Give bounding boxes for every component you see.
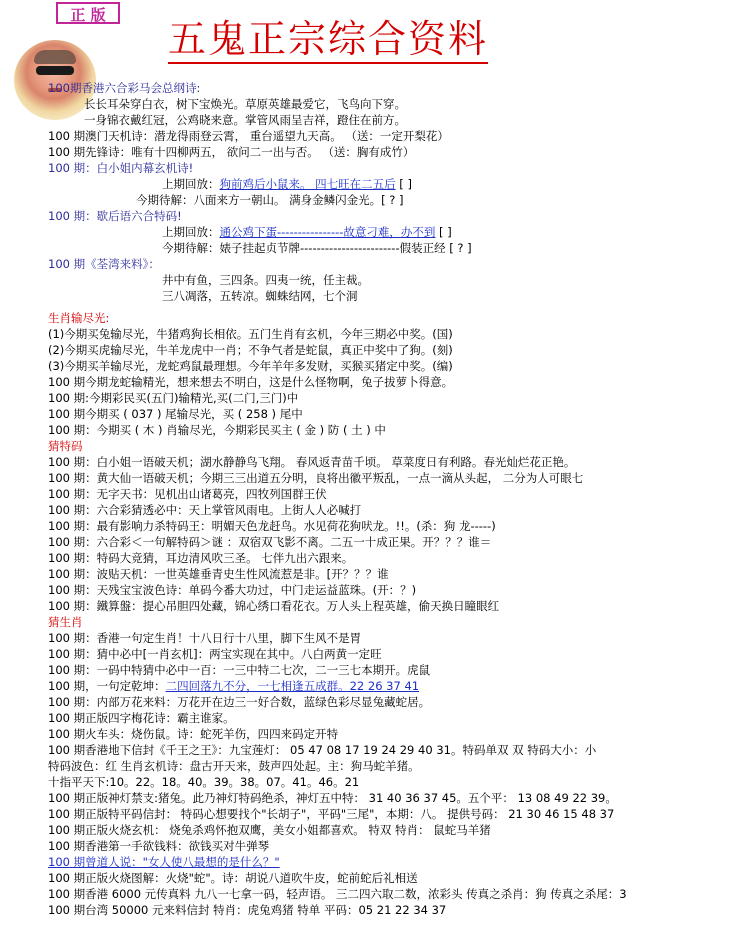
line-text: (3)今期买羊输尽光，龙蛇鸡鼠最理想。今年羊年多发财，买猴买猪定中奖。(编) — [48, 359, 453, 373]
line-text: 上期回放： — [162, 225, 220, 239]
text-line — [48, 390, 728, 406]
line-text: 100 期《荃湾来料》： — [48, 257, 160, 271]
line-text: 长长耳朵穿白衣，树下宝焕光。草原英雄最爱它，飞鸟向下穿。 — [84, 97, 406, 111]
line-text: 100 期：猜中必中[一肖玄机]：两宝实现在其中。八白两黄一定旺 — [48, 647, 382, 661]
text-line — [48, 646, 728, 662]
content-list — [48, 80, 728, 918]
line-text: 100 期：白小姐一语破天机；湖水静静鸟飞翔。 春风返青苗千顷。 草菜度日有利路。春光灿烂花正艳。 — [48, 455, 576, 469]
page-title: 五鬼正宗综合资料 — [168, 16, 488, 64]
line-text: 100 期今期买 ( 037 ) 尾输尽光，买 ( 258 ) 尾中 — [48, 407, 303, 421]
genuine-badge: 正 版 — [56, 2, 120, 24]
text-line — [48, 758, 728, 774]
line-text: (2)今期买虎输尽光，牛羊龙虎中一肖；不争气者是蛇鼠，真正中奖中了狗。(刻) — [48, 343, 453, 357]
line-text: 100 期香港 6000 元传真料 九八一七拿一码，轻声语。 三二四六取二数，浓彩头 传真之杀肖：狗 传真之杀尾：3 — [48, 887, 627, 901]
line-text: 特码波色：红 生肖玄机诗：盘古开天来，鼓声四处起。主：狗马蛇羊猪。 — [48, 759, 420, 773]
text-line — [48, 80, 728, 96]
line-text: 今期待解：婊子挂起贞节牌------------------------假装正经 [ ? ] — [162, 241, 472, 255]
line-text: 100 期：白小姐内幕玄机诗! — [48, 161, 194, 175]
line-text: 100 期正版火烧玄机： 烧兔杀鸡怀抱双鹰，美女小姐都喜欢。 特双 特肖： 鼠蛇马羊猪 — [48, 823, 491, 837]
text-line — [48, 422, 728, 438]
line-text: 100 期：黄大仙一语破天机；今期三三出道五分明，良将出徽平叛乱，一点一滴从头起， 二分为人可眼七 — [48, 471, 584, 485]
text-line — [48, 208, 728, 224]
line-link[interactable]: 狗前鸡后小鼠来。 四七旺在二五后 — [219, 177, 396, 191]
line-text: 100 期正版四字梅花诗：霸主谁家。 — [48, 711, 235, 725]
line-text: 一身锦衣戴红冠，公鸡晓来意。掌管风雨呈吉祥，蹬住在前方。 — [84, 113, 406, 127]
line-text: 100 期：今期买 ( 木 ) 肖输尽光，今期彩民买主 ( 金 ) 防 ( 土 ) 中 — [48, 423, 386, 437]
line-text: 100 期：波贴天机：一世英雄垂青史生性风流惹是非。[开？？？谁 — [48, 567, 389, 581]
text-line — [48, 176, 728, 192]
line-text: (1)今期买兔输尽光，牛猪鸡狗长相依。五门生肖有玄机，今年三期必中奖。(国) — [48, 327, 453, 341]
line-text: 三八凋落，五转凉。蜘蛛结网，七个洞 — [162, 289, 358, 303]
text-line — [48, 886, 728, 902]
text-line — [48, 96, 728, 112]
text-line — [48, 406, 728, 422]
text-line — [48, 774, 728, 790]
line-text: 100 期：无字天书：见机出山诸葛亮，四牧列国群王伏 — [48, 487, 327, 501]
text-line — [48, 128, 728, 144]
line-text: 100 期：天残宝宝波色诗：单码今番大功过，中门走运益蓝珠。(开：？) — [48, 583, 417, 597]
text-line — [48, 662, 728, 678]
text-line — [48, 566, 728, 582]
line-text: 100 期：六合彩猜透必中：天上掌管风雨电。上街人人必喊打 — [48, 503, 362, 517]
text-line — [48, 678, 728, 694]
line-text: 生肖输尽光: — [48, 311, 110, 325]
line-text: 100 期：香港一句定生肖！十八日行十八里，脚下生风不是胃 — [48, 631, 362, 645]
line-text: 100期香港六合彩马会总纲诗: — [48, 81, 201, 95]
text-line — [48, 224, 728, 240]
text-line — [48, 160, 728, 176]
text-line — [48, 256, 728, 272]
line-text: 猜生肖 — [48, 615, 83, 629]
text-line — [48, 854, 728, 870]
text-line — [48, 630, 728, 646]
line-text: 100 期香港第一手欲钱料：欲钱买对牛弹琴 — [48, 839, 270, 853]
text-line — [48, 326, 728, 342]
text-line — [48, 272, 728, 288]
line-tail: [ ] — [435, 225, 452, 239]
text-line — [48, 806, 728, 822]
line-text: 100 期正版特平码信封： 特码心想要找个"长胡子"，平码"三尾"，本期：八。 提供号码： 21 30 46 15 48 37 — [48, 807, 615, 821]
line-text: 今期待解：八面来方一朝山。 满身金鳞闪金光。[ ? ] — [136, 193, 404, 207]
line-text: 100 期，一句定乾坤： — [48, 679, 166, 693]
text-line — [48, 790, 728, 806]
line-text: 100 期：内部万花来料：万花开在边三一好合数，蓝绿色彩尽显兔藏蛇居。 — [48, 695, 431, 709]
line-text: 上期回放： — [162, 177, 220, 191]
line-text: 100 期：特码大竞猜，耳边清风吹三圣。 七伴九出六跟来。 — [48, 551, 354, 565]
line-text: 100 期正版神灯禁支:猪兔。此乃神灯特码绝杀，神灯五中特： 31 40 36 37 45。五个平： 13 08 49 22 39。 — [48, 791, 617, 805]
line-text: 十指平天下:10。22。18。40。39。38。07。41。46。21 — [48, 775, 360, 789]
line-text: 100 期火车头：烧伤鼠。诗：蛇死羊伤，四四来码定开特 — [48, 727, 339, 741]
text-line — [48, 288, 728, 304]
line-link[interactable]: 100 期曾道人说："女人使八最想的是什么？" — [48, 855, 280, 869]
line-link[interactable]: 通公鸡下蛋----------------故意刁难，办不到 — [219, 225, 436, 239]
text-line — [48, 502, 728, 518]
text-line — [48, 438, 728, 454]
line-tail: [ ] — [395, 177, 412, 191]
text-line — [48, 192, 728, 208]
text-line — [48, 534, 728, 550]
line-text: 100 期：鐵算盤：提心吊胆四处藏，锦心绣口看花衣。万人头上程英雄，偷天换日瞳眼红 — [48, 599, 500, 613]
line-text: 100 期：一码中特猜中必中一百：一三中特二七次，二一三七本期开。虎鼠 — [48, 663, 431, 677]
text-line — [48, 838, 728, 854]
text-line — [48, 598, 728, 614]
text-line — [48, 902, 728, 918]
text-line — [48, 240, 728, 256]
line-text: 井中有鱼，三四条。四夷一统，任主裁。 — [162, 273, 369, 287]
text-line — [48, 310, 728, 326]
line-text: 100 期澳门天机诗：潜龙得雨登云霄， 重台遥望九天高。 （送：一定开梨花） — [48, 129, 449, 143]
text-line — [48, 742, 728, 758]
text-line — [48, 454, 728, 470]
text-line — [48, 870, 728, 886]
text-line — [48, 518, 728, 534]
text-line — [48, 374, 728, 390]
line-text: 100 期今期龙蛇输精光，想来想去不明白，这是什么怪物啊，兔子拔萝卜得意。 — [48, 375, 454, 389]
text-line — [48, 694, 728, 710]
text-line — [48, 710, 728, 726]
text-line — [48, 822, 728, 838]
text-line — [48, 358, 728, 374]
line-text: 100 期：最有影响力杀特码王：明媚天色龙赶鸟。水见荷花狗吠龙。!!。(杀：狗 龙-----) — [48, 519, 496, 533]
text-line — [48, 582, 728, 598]
text-line — [48, 144, 728, 160]
text-line — [48, 726, 728, 742]
text-line — [48, 112, 728, 128]
line-text: 100 期：歇后语六合特码! — [48, 209, 182, 223]
line-text: 100 期香港地下信封《千王之王》：九宝莲灯： 05 47 08 17 19 24 29 40 31。特码单双 双 特码大小：小 — [48, 743, 597, 757]
text-line — [48, 614, 728, 630]
text-line — [48, 486, 728, 502]
text-line — [48, 550, 728, 566]
line-link[interactable]: 二四回落九不分，一七相逢五成群。22 26 37 41 — [165, 679, 420, 693]
line-text: 100 期：六合彩＜一句解特码＞谜 ：双宿双飞影不离。二五一十成正果。开？？？谁＝ — [48, 535, 492, 549]
line-text: 100 期正版火烧图解：火烧"蛇"。诗：胡说八道吹牛皮，蛇前蛇后礼相送 — [48, 871, 418, 885]
line-text: 100 期:今期彩民买(五门)输精光,买(二门,三门)中 — [48, 391, 299, 405]
line-text: 猜特码 — [48, 439, 83, 453]
text-line — [48, 470, 728, 486]
text-line — [48, 342, 728, 358]
line-text: 100 期先锋诗：唯有十四柳两五， 欲问二一出与否。 （送：胸有成竹） — [48, 145, 415, 159]
line-text: 100 期台湾 50000 元来料信封 特肖：虎兔鸡猪 特单 平码：05 21 22 34 37 — [48, 903, 447, 917]
